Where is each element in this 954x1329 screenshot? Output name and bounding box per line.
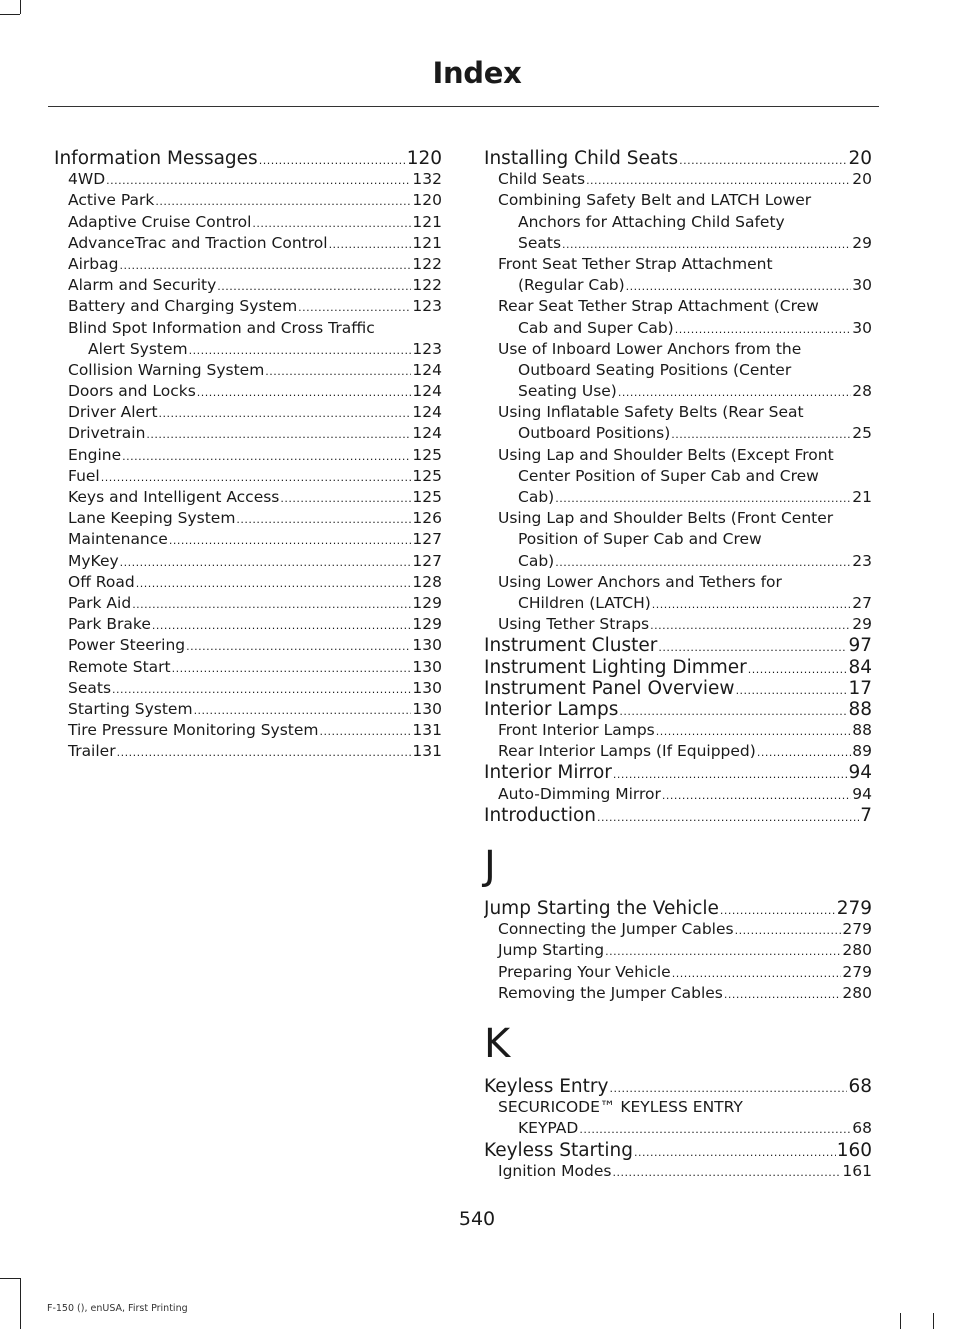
entry-label: Use of Inboard Lower Anchors from the [498, 339, 802, 358]
index-subentry[interactable] [54, 402, 442, 423]
entry-page-number: 20 [848, 148, 872, 169]
dot-leader [724, 984, 842, 1004]
index-subentry[interactable] [54, 699, 442, 720]
index-subentry[interactable] [54, 466, 442, 487]
entry-label: Instrument Panel Overview [484, 677, 735, 699]
dot-leader [122, 446, 411, 466]
entry-label: Off Road [68, 572, 135, 591]
index-subentry[interactable] [54, 275, 442, 296]
dot-leader [136, 573, 412, 593]
dot-leader [597, 807, 859, 826]
dot-leader [265, 361, 411, 381]
index-subentry[interactable] [484, 296, 872, 317]
entry-page-number: 120 [412, 191, 442, 210]
entry-page-number: 125 [412, 488, 442, 506]
dot-leader [120, 552, 412, 572]
entry-label: Rear Seat Tether Strap Attachment (Crew [498, 297, 819, 316]
entry-label: Front Seat Tether Strap Attachment [498, 254, 773, 273]
entry-page-number: 160 [836, 1139, 872, 1161]
index-subentry[interactable] [54, 529, 442, 550]
entry-page-number: 29 [852, 615, 872, 634]
index-subentry[interactable] [54, 423, 442, 444]
index-column-left [54, 145, 442, 762]
entry-label: Drivetrain [68, 424, 146, 443]
entry-page-number: 129 [412, 615, 442, 634]
dot-leader [613, 764, 848, 783]
entry-label: Cab) [518, 551, 555, 570]
index-subentry-continuation[interactable] [484, 1118, 872, 1139]
entry-label: CHildren (LATCH) [518, 593, 651, 612]
dot-leader [555, 552, 851, 572]
index-subentry[interactable] [484, 339, 872, 360]
index-subentry[interactable] [54, 635, 442, 656]
entry-label: Airbag [68, 254, 119, 273]
entry-label: Remote Start [68, 657, 171, 676]
index-subentry[interactable] [54, 551, 442, 572]
index-column-right [484, 145, 872, 1182]
index-entry[interactable] [484, 762, 872, 783]
index-subentry[interactable] [484, 962, 872, 983]
entry-label: KEYPAD [518, 1119, 579, 1138]
entry-page-number: 127 [412, 551, 442, 570]
entry-label: Position of Super Cab and Crew [518, 530, 762, 549]
dot-leader [172, 658, 412, 678]
crop-mark-bottom-right-v2 [900, 1313, 901, 1329]
entry-page-number: 20 [852, 170, 872, 189]
entry-label: Auto-Dimming Mirror [498, 784, 661, 803]
entry-page-number: 17 [848, 677, 872, 699]
dot-leader [586, 170, 851, 190]
entry-page-number: 29 [852, 233, 872, 252]
index-subentry[interactable] [54, 720, 442, 741]
index-subentry[interactable] [484, 254, 872, 275]
entry-label: Keys and Intelligent Access [68, 488, 280, 506]
index-subentry[interactable] [484, 508, 872, 529]
dot-leader [197, 382, 412, 402]
entry-label: Interior Lamps [484, 698, 619, 720]
dot-leader [736, 680, 848, 699]
entry-page-number: 280 [842, 941, 872, 960]
entry-page-number: 161 [842, 1161, 872, 1180]
index-subentry[interactable] [54, 190, 442, 211]
index-subentry[interactable] [484, 572, 872, 593]
dot-leader [757, 742, 851, 762]
entry-label: Active Park [68, 191, 155, 210]
dot-leader [562, 234, 851, 254]
index-subentry[interactable] [54, 487, 442, 508]
entry-page-number: 279 [842, 962, 872, 981]
index-subentry[interactable] [484, 1097, 872, 1118]
entry-page-number: 97 [848, 635, 872, 657]
entry-page-number: 124 [412, 403, 442, 422]
dot-leader [146, 424, 411, 444]
index-subentry[interactable] [54, 445, 442, 466]
entry-label: Interior Mirror [484, 762, 612, 784]
entry-label: Outboard Positions) [518, 424, 671, 443]
entry-label: Alert System [88, 339, 188, 358]
index-subentry[interactable] [484, 169, 872, 190]
index-subentry[interactable] [54, 318, 442, 339]
entry-label: Lane Keeping System [68, 509, 236, 528]
entry-label: Alarm and Security [68, 276, 217, 295]
entry-label: Cab) [518, 488, 555, 506]
entry-label: Child Seats [498, 170, 586, 189]
dot-leader [152, 615, 412, 635]
entry-label: Preparing Your Vehicle [498, 962, 671, 981]
entry-label: Using Tether Straps [498, 615, 650, 634]
entry-page-number: 125 [412, 445, 442, 464]
entry-label: Instrument Cluster [484, 635, 658, 657]
dot-leader [259, 150, 406, 169]
entry-page-number: 28 [852, 382, 872, 401]
entry-label: Seating Use) [518, 382, 617, 401]
entry-label: Center Position of Super Cab and Crew [518, 466, 819, 485]
index-subentry[interactable] [54, 233, 442, 254]
dot-leader [555, 488, 851, 508]
dot-leader [329, 234, 412, 254]
dot-leader [619, 701, 847, 720]
entry-label: Cab and Super Cab) [518, 318, 674, 337]
dot-leader [609, 1078, 847, 1097]
dot-leader [662, 785, 851, 805]
index-subentry-continuation[interactable] [484, 360, 872, 381]
page-number: 540 [458, 1208, 496, 1230]
index-subentry-continuation[interactable] [484, 423, 872, 444]
entry-label: MyKey [68, 551, 119, 570]
entry-label: Jump Starting [498, 941, 605, 960]
dot-leader [159, 403, 412, 423]
index-subentry-continuation[interactable] [484, 318, 872, 339]
entry-page-number: 122 [412, 254, 442, 273]
entry-label: Doors and Locks [68, 382, 196, 401]
crop-mark-bottom-left-v [20, 1278, 21, 1329]
index-subentry-continuation[interactable] [484, 233, 872, 254]
entry-page-number: 23 [852, 551, 872, 570]
index-entry[interactable] [54, 148, 442, 169]
entry-page-number: 30 [852, 318, 872, 337]
footer-print-info: F-150 (), enUSA, First Printing [47, 1303, 188, 1314]
index-entry[interactable] [484, 635, 872, 656]
entry-label: Jump Starting the Vehicle [484, 898, 719, 919]
crop-mark-top-left-h [0, 14, 20, 15]
index-entry[interactable] [484, 678, 872, 699]
index-subentry[interactable] [484, 919, 872, 940]
index-subentry[interactable] [484, 445, 872, 466]
index-subentry-continuation[interactable] [484, 593, 872, 614]
entry-label: Keyless Starting [484, 1139, 634, 1161]
entry-page-number: 89 [852, 742, 872, 761]
dot-leader [671, 424, 851, 444]
index-subentry[interactable] [54, 296, 442, 317]
dot-leader [634, 1142, 836, 1161]
entry-label: Power Steering [68, 636, 186, 655]
index-subentry[interactable] [484, 940, 872, 961]
entry-label: Seats [68, 678, 112, 697]
entry-page-number: 68 [848, 1075, 872, 1097]
entry-page-number: 7 [860, 804, 872, 826]
dot-leader [650, 615, 851, 635]
entry-page-number: 128 [412, 572, 442, 591]
dot-leader [155, 191, 411, 211]
entry-label: (Regular Cab) [518, 276, 625, 295]
index-subentry-continuation[interactable] [484, 487, 872, 508]
entry-page-number: 121 [412, 233, 442, 252]
index-subentry-continuation[interactable] [484, 551, 872, 572]
entry-page-number: 21 [852, 488, 872, 506]
entry-label: Battery and Charging System [68, 297, 298, 316]
entry-label: Park Aid [68, 593, 132, 612]
entry-label: Blind Spot Information and Cross Traffic [68, 318, 375, 337]
index-entry[interactable] [484, 1076, 872, 1097]
entry-page-number: 131 [412, 742, 442, 761]
entry-label: Keyless Entry [484, 1075, 609, 1097]
entry-page-number: 122 [412, 276, 442, 295]
index-subentry[interactable] [54, 741, 442, 762]
entry-label: Using Lap and Shoulder Belts (Except Front [498, 445, 834, 464]
entry-page-number: 68 [852, 1119, 872, 1138]
index-entry[interactable] [484, 657, 872, 678]
entry-page-number: 88 [848, 698, 872, 720]
entry-label: Maintenance [68, 530, 168, 549]
entry-page-number: 130 [412, 699, 442, 718]
dot-leader [618, 382, 851, 402]
entry-label: SECURICODE™ KEYLESS ENTRY [498, 1098, 743, 1117]
entry-label: Driver Alert [68, 403, 158, 422]
dot-leader [675, 319, 852, 339]
entry-label: Adaptive Cruise Control [68, 212, 252, 231]
dot-leader [189, 340, 412, 360]
entry-label: Seats [518, 233, 562, 252]
dot-leader [735, 920, 842, 940]
entry-page-number: 121 [412, 212, 442, 231]
dot-leader [626, 276, 852, 296]
dot-leader [186, 636, 411, 656]
entry-page-number: 123 [412, 339, 442, 358]
dot-leader [217, 276, 411, 296]
index-subentry[interactable] [54, 614, 442, 635]
entry-label: Using Lower Anchors and Tethers for [498, 572, 782, 591]
index-subentry[interactable] [54, 381, 442, 402]
index-subentry[interactable] [484, 720, 872, 741]
entry-page-number: 127 [412, 530, 442, 549]
entry-label: Engine [68, 445, 122, 464]
entry-label: Collision Warning System [68, 360, 265, 379]
entry-label: Removing the Jumper Cables [498, 983, 723, 1002]
entry-page-number: 129 [412, 593, 442, 612]
index-subentry[interactable] [484, 402, 872, 423]
dot-leader [236, 509, 411, 529]
index-subentry[interactable] [484, 983, 872, 1004]
entry-page-number: 123 [412, 297, 442, 316]
dot-leader [280, 488, 411, 508]
dot-leader [672, 963, 842, 983]
entry-label: Using Lap and Shoulder Belts (Front Center [498, 509, 834, 528]
dot-leader [194, 700, 412, 720]
entry-page-number: 94 [852, 784, 872, 803]
index-subentry[interactable] [54, 657, 442, 678]
entry-page-number: 124 [412, 424, 442, 443]
dot-leader [298, 297, 411, 317]
index-subentry-continuation[interactable] [484, 212, 872, 233]
index-subentry[interactable] [54, 360, 442, 381]
entry-label: Information Messages [54, 148, 258, 169]
entry-label: AdvanceTrac and Traction Control [68, 233, 328, 252]
index-subentry-continuation[interactable] [484, 381, 872, 402]
dot-leader [320, 721, 412, 741]
index-subentry[interactable] [484, 190, 872, 211]
entry-label: Combining Safety Belt and LATCH Lower [498, 191, 812, 210]
index-subentry[interactable] [484, 784, 872, 805]
entry-label: Connecting the Jumper Cables [498, 920, 734, 939]
entry-label: Instrument Lighting Dimmer [484, 656, 747, 678]
index-entry[interactable] [484, 148, 872, 169]
index-entry[interactable] [484, 1140, 872, 1161]
entry-page-number: 94 [848, 762, 872, 784]
index-entry[interactable] [484, 898, 872, 919]
entry-label: Park Brake [68, 615, 151, 634]
entry-page-number: 125 [412, 466, 442, 485]
dot-leader [605, 941, 841, 961]
entry-page-number: 131 [412, 721, 442, 740]
dot-leader [106, 170, 411, 190]
dot-leader [748, 659, 848, 678]
entry-label: Tire Pressure Monitoring System [68, 721, 319, 740]
crop-mark-bottom-left-h [0, 1278, 20, 1279]
title-divider [48, 106, 879, 107]
dot-leader [652, 594, 851, 614]
entry-page-number: 132 [412, 170, 442, 189]
entry-page-number: 130 [412, 678, 442, 697]
entry-label: Rear Interior Lamps (If Equipped) [498, 742, 756, 761]
index-subentry-continuation[interactable] [54, 339, 442, 360]
index-subentry[interactable] [54, 254, 442, 275]
entry-page-number: 88 [852, 721, 872, 740]
entry-label: Introduction [484, 804, 597, 826]
entry-page-number: 30 [852, 276, 872, 295]
page-title: Index [432, 56, 522, 90]
dot-leader [112, 679, 411, 699]
entry-page-number: 279 [842, 920, 872, 939]
entry-label: Trailer [68, 742, 116, 761]
entry-label: Ignition Modes [498, 1161, 612, 1180]
index-subentry[interactable] [484, 1161, 872, 1182]
entry-label: Fuel [68, 466, 100, 485]
dot-leader [117, 742, 412, 762]
dot-leader [679, 150, 847, 169]
dot-leader [579, 1119, 851, 1139]
index-subentry[interactable] [54, 169, 442, 190]
entry-page-number: 27 [852, 593, 872, 612]
index-subentry[interactable] [54, 593, 442, 614]
dot-leader [656, 721, 852, 741]
entry-label: 4WD [68, 170, 106, 189]
index-section-letter: K [484, 1020, 511, 1067]
entry-label: Installing Child Seats [484, 148, 679, 169]
entry-page-number: 84 [848, 656, 872, 678]
index-entry[interactable] [484, 805, 872, 826]
dot-leader [132, 594, 411, 614]
entry-page-number: 124 [412, 382, 442, 401]
entry-page-number: 124 [412, 360, 442, 379]
index-subentry[interactable] [54, 508, 442, 529]
dot-leader [720, 900, 836, 919]
dot-leader [252, 213, 411, 233]
entry-label: Outboard Seating Positions (Center [518, 360, 792, 379]
dot-leader [169, 530, 412, 550]
crop-mark-top-left-v [20, 0, 21, 14]
index-subentry[interactable] [54, 572, 442, 593]
index-section-letter: J [484, 843, 496, 889]
entry-page-number: 280 [842, 983, 872, 1002]
dot-leader [101, 467, 412, 487]
crop-mark-bottom-right-v1 [933, 1313, 934, 1329]
index-subentry[interactable] [54, 212, 442, 233]
index-subentry-continuation[interactable] [484, 529, 872, 550]
entry-label: Starting System [68, 699, 193, 718]
entry-label: Anchors for Attaching Child Safety [518, 212, 785, 231]
entry-page-number: 126 [412, 509, 442, 528]
entry-page-number: 120 [406, 148, 442, 169]
entry-page-number: 279 [836, 898, 872, 919]
index-subentry[interactable] [484, 614, 872, 635]
dot-leader [612, 1162, 841, 1182]
dot-leader [658, 637, 847, 656]
entry-label: Using Inflatable Safety Belts (Rear Seat [498, 403, 804, 422]
entry-page-number: 130 [412, 657, 442, 676]
entry-label: Front Interior Lamps [498, 721, 655, 740]
index-subentry-continuation[interactable] [484, 466, 872, 487]
index-subentry[interactable] [484, 741, 872, 762]
index-subentry[interactable] [54, 678, 442, 699]
dot-leader [119, 255, 411, 275]
index-subentry-continuation[interactable] [484, 275, 872, 296]
index-entry[interactable] [484, 699, 872, 720]
entry-page-number: 130 [412, 636, 442, 655]
entry-page-number: 25 [852, 424, 872, 443]
